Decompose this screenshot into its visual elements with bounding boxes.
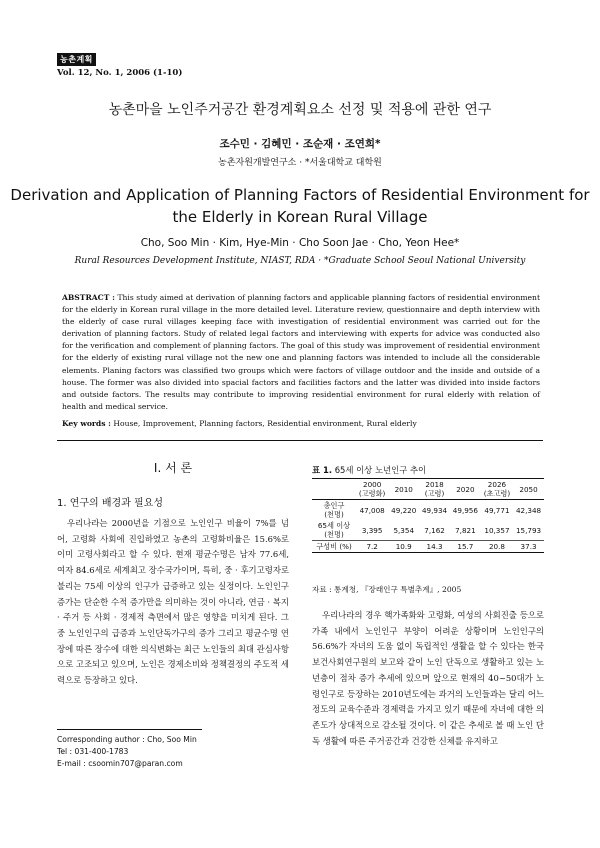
keywords-text: House, Improvement, Planning factors, Residential environment, Rural elderly — [113, 419, 417, 428]
abstract-label: ABSTRACT : — [62, 293, 115, 302]
paragraph: 우리나라는 2000년을 기점으로 노인인구 비율이 7%를 넘어, 고령화 사회에 진입하였고 농촌의 고령화비율은 15.6%로 이미 고령사회라고 할 수 있다. 현재 평균수명은 남자 77.6세, 여자 84.6세로 세계최고 장수국가이며, 특히, 중 · 후기고령자로 불리는 75세 이상의 인구가 급증하고 있는 실정이다. 노인인구 증가는 단순한 수적 증가만을 의미하는 것이 아니라, 연금 · 복지 · 주거 등 사회 · 경제적 측면에서 많은 영향을 미치게 된다. 그 중 노인인구의 급증과 노인단독가구의 증가 그리고 평균수명 연장에 따른 장수에 대한 의식변화는 최근 노인들의 최대 관심사항으로 고조되고 있으며, 노인은 경제소비와 정책결정의 주도적 세력으로 등장하고 있다. — [57, 518, 289, 686]
table-row — [312, 520, 544, 541]
abstract-text: This study aimed at derivation of planning factors and applicable planning factors of residential environment for the elderly in Korean rural village in the more detailed level. Literature review, questionnaire and depth interview with the elderly of case rural villages keeping face with investigation of residential environment was carried out for the derivation of planning factors. Study of related legal factors and interviewing with experts for advice was conducted also for the verification and complement of planning factors. The goal of this study was improvement of residential environment for the elderly of existing rural village not the new one and planning factors was intended to include all the considerable elements. Planing factors was classified two groups which were factors of village outdoor and the inside and outside of a house. The former was also divided into spacial factors and facilities factors and the latter was divided into inside factors and outside factors. The results may contribute to improving residential environment for rural elderly with relation of health and medical service. — [62, 293, 540, 411]
table-cell: 49,220 — [391, 505, 417, 515]
title-english — [0, 184, 600, 228]
table-col-header: 2050 — [519, 484, 538, 494]
table-col-header: 2018 (고령) — [424, 480, 445, 498]
table-cell: 37.3 — [520, 542, 537, 551]
table-row-label: 구성비 (%) — [316, 542, 352, 551]
title-english-line1: Derivation and Application of Planning Factors of Residential Environment for — [10, 186, 590, 204]
keywords — [62, 419, 540, 428]
table-cell: 7.2 — [366, 542, 378, 551]
table-row — [312, 541, 544, 553]
abstract — [62, 292, 540, 413]
subsection-heading: 1. 연구의 배경과 필요성 — [57, 498, 164, 509]
table-caption — [312, 464, 426, 476]
volume-info: Vol. 12, No. 1, 2006 (1-10) — [57, 68, 183, 78]
table-cell: 7,162 — [424, 525, 445, 535]
table-corner — [312, 479, 356, 500]
table-caption-text: 65세 이상 노년인구 추이 — [334, 465, 427, 475]
table-cell: 3,395 — [361, 525, 383, 535]
title-korean: 농촌마을 노인주거공간 환경계획요소 선정 및 적용에 관한 연구 — [108, 102, 492, 118]
table-cell: 14.3 — [426, 542, 443, 551]
title-english-line2: the Elderly in Korean Rural Village — [172, 208, 428, 226]
table-col-header: 2010 — [394, 484, 413, 494]
table-cell: 10.9 — [395, 542, 412, 551]
body-text-left — [57, 516, 289, 689]
table-cell: 49,934 — [421, 505, 448, 515]
table-header-row — [312, 479, 544, 500]
table-caption-label: 표 1. — [312, 465, 333, 475]
affiliation-english: Rural Resources Development Institute, NIAST, RDA · *Graduate School Seoul National University — [74, 256, 526, 266]
table-cell: 15.7 — [457, 542, 474, 551]
paragraph: 우리나라의 경우 핵가족화와 고령화, 여성의 사회진출 등으로 가족 내에서 노인인구 부양이 어려운 상황이며 노인인구의 56.6%가 자녀의 도움 없이 독립적인 생활을 할 수 있다는 한국 보건사회연구원의 보고와 같이 노인 단독으로 생활하고 있는 노년층이 점차 증가 추세에 있으며 앞으로 현재의 40~50대가 노령인구로 등장하는 2010년도에는 과거의 노인들과는 달리 어느 정도의 교육수준과 경제력을 가지고 있기 때문에 자녀에 대한 의존도가 상대적으로 감소될 것이다. 이 같은 추세로 볼 때 노인 단독 생활에 따른 주거공간과 건강한 신체를 유지하고 — [312, 610, 544, 746]
authors-korean: 조수민 · 김혜민 · 조순재 · 조연희* — [219, 138, 381, 150]
table-cell: 5,354 — [393, 525, 415, 535]
table-cell: 15,793 — [515, 525, 542, 535]
footnote-email: E-mail : csoomin707@paran.com — [57, 759, 183, 768]
footnote-divider — [57, 729, 202, 730]
section-heading: I. 서 론 — [153, 461, 193, 475]
footnote — [57, 734, 197, 770]
table-cell: 10,357 — [484, 525, 510, 535]
authors-english: Cho, Soo Min · Kim, Hye-Min · Cho Soon Jae · Cho, Yeon Hee* — [140, 237, 460, 249]
table-cell: 49,771 — [484, 505, 510, 515]
table-row-label: 총인구 (천명) — [323, 501, 345, 519]
footnote-tel: Tel : 031-400-1783 — [57, 747, 129, 756]
table-col-header: 2026 (초고령) — [483, 480, 511, 498]
population-table — [312, 478, 544, 553]
table-cell: 20.8 — [488, 542, 505, 551]
journal-tag: 농촌계획 — [57, 53, 96, 66]
table-cell: 47,008 — [359, 505, 385, 515]
table-cell: 42,348 — [515, 505, 542, 515]
keywords-label: Key words : — [62, 419, 111, 428]
divider — [57, 440, 543, 441]
table-row-label: 65세 이상 (천명) — [317, 521, 351, 539]
body-text-right — [312, 608, 544, 749]
table-cell: 7,821 — [455, 525, 476, 535]
table-cell: 49,956 — [452, 505, 478, 515]
table-source: 자료 : 통계청, 『장래인구 특별추계』, 2005 — [312, 585, 462, 594]
table-col-header: 2000 (고령화) — [358, 480, 386, 498]
affiliation-korean: 농촌자원개발연구소 · *서울대학교 대학원 — [218, 158, 382, 168]
table-row — [312, 500, 544, 521]
footnote-author: Corresponding author : Cho, Soo Min — [57, 735, 197, 744]
table-col-header: 2020 — [456, 484, 475, 494]
